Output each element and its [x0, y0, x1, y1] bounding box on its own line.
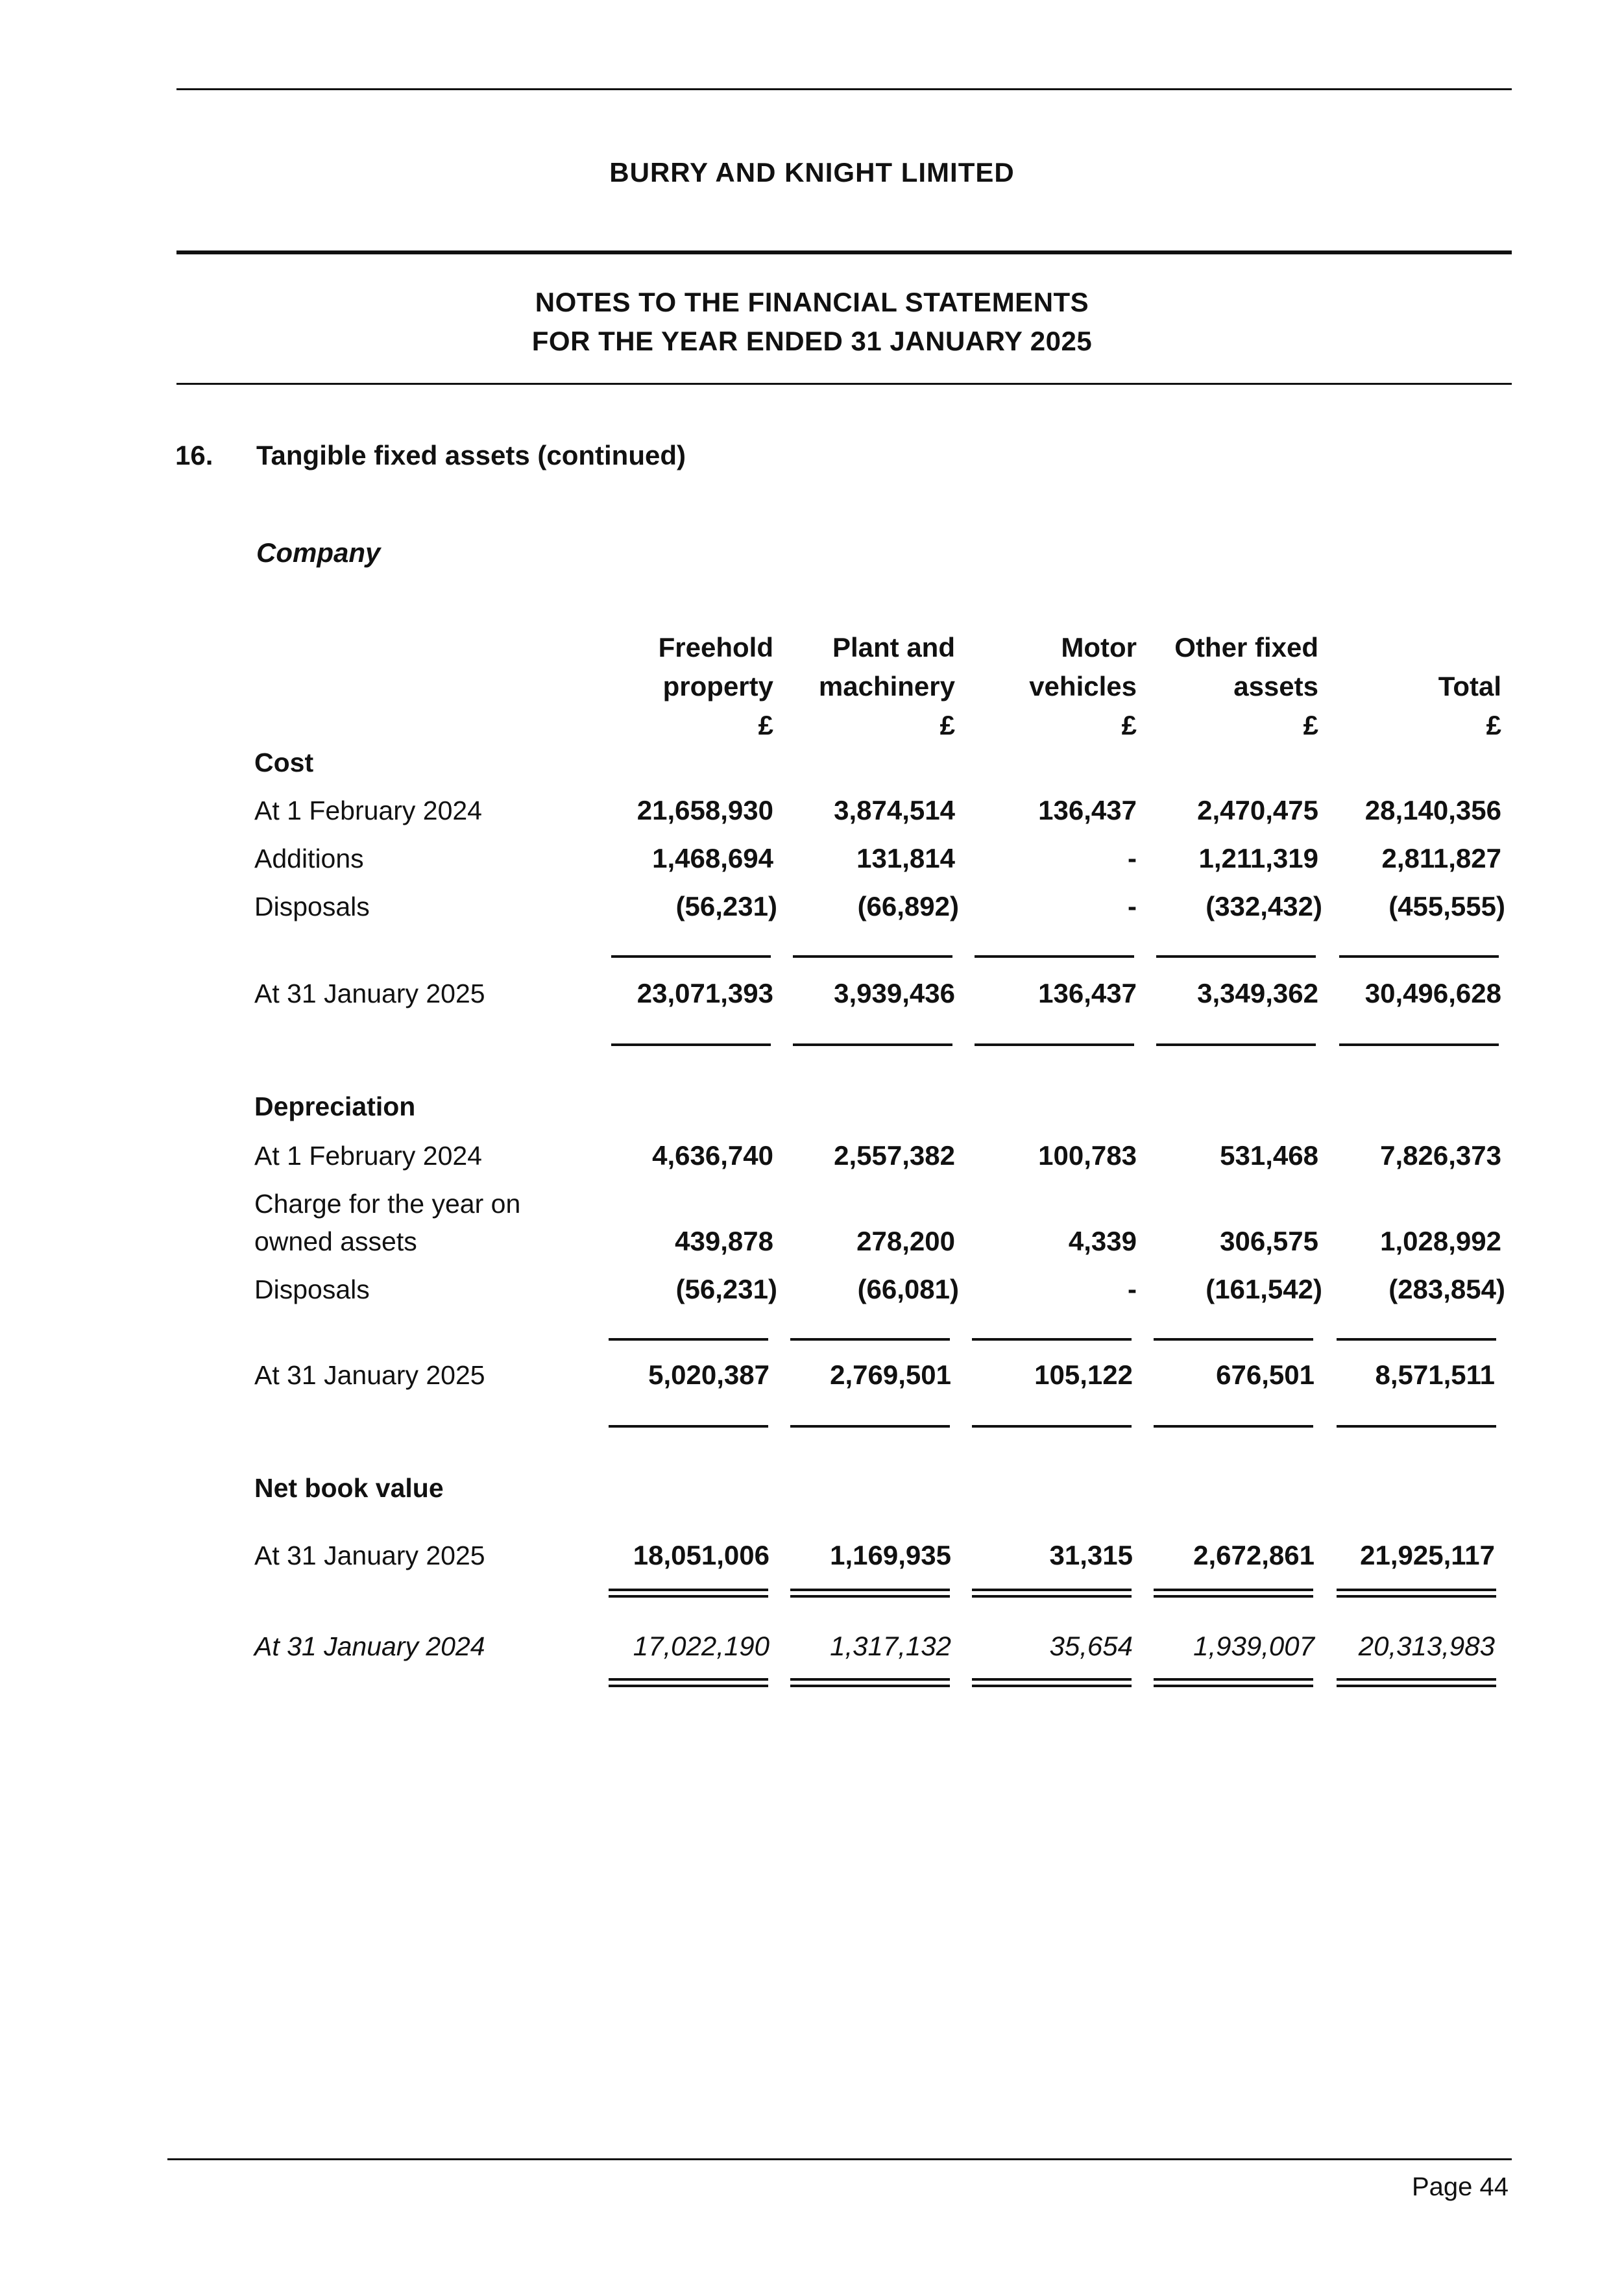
cell: 2,672,861 [1193, 1540, 1315, 1570]
row-label: At 31 January 2025 [254, 1541, 485, 1570]
double-rule [972, 1678, 1132, 1687]
total-rule [1337, 1425, 1496, 1428]
subtotal-rule [1337, 1338, 1496, 1341]
cell: (283,854) [1388, 1274, 1505, 1304]
cell: - [1128, 891, 1137, 921]
cell: 2,769,501 [830, 1359, 951, 1390]
col-header-freehold [605, 628, 773, 745]
subtotal-rule [1339, 955, 1499, 958]
row-label: Disposals [254, 1274, 370, 1304]
total-rule [1339, 1043, 1499, 1046]
cell: 439,878 [675, 1226, 773, 1256]
depreciation-heading: Depreciation [254, 1091, 416, 1121]
col-header-unit: £ [1121, 710, 1137, 740]
cell: 278,200 [856, 1226, 955, 1256]
total-rule [790, 1425, 950, 1428]
col-header-line2: vehicles [1029, 671, 1137, 701]
subtotal-rule [1154, 1338, 1313, 1341]
row-label: At 31 January 2025 [254, 1360, 485, 1390]
cell: 28,140,356 [1364, 795, 1501, 825]
col-header-line2: assets [1233, 671, 1318, 701]
cell: 21,925,117 [1360, 1540, 1495, 1570]
cell: 21,658,930 [636, 795, 773, 825]
col-header-motor [968, 628, 1137, 745]
cell: 1,211,319 [1198, 843, 1318, 873]
col-header-unit: £ [1303, 710, 1318, 740]
section-subtitle: Company [256, 537, 381, 568]
col-header-line1: Plant and [832, 632, 955, 663]
cell: 4,636,740 [652, 1140, 773, 1171]
subtotal-rule [790, 1338, 950, 1341]
double-rule [790, 1589, 950, 1598]
cell: 131,814 [856, 843, 955, 873]
col-header-line1: Motor [1061, 632, 1137, 663]
notes-title-line2: FOR THE YEAR ENDED 31 JANUARY 2025 [531, 326, 1093, 356]
cell: 136,437 [1038, 795, 1137, 825]
cell: (56,231) [675, 891, 777, 921]
cell: 1,169,935 [830, 1540, 951, 1570]
cell: 2,811,827 [1381, 843, 1501, 873]
total-rule [972, 1425, 1132, 1428]
cell: 136,437 [1038, 978, 1137, 1008]
cell: (66,892) [857, 891, 959, 921]
total-rule [975, 1043, 1134, 1046]
row-label: At 1 February 2024 [254, 796, 482, 825]
col-header-line1: Freehold [658, 632, 773, 663]
cell: 31,315 [1049, 1540, 1133, 1570]
subtotal-rule [609, 1338, 768, 1341]
subtotal-rule [972, 1338, 1132, 1341]
cell: 23,071,393 [636, 978, 773, 1008]
cell: (56,231) [675, 1274, 777, 1304]
col-header-line2: Total [1438, 671, 1501, 701]
subtotal-rule [1156, 955, 1316, 958]
cell: 2,470,475 [1197, 795, 1318, 825]
top-rule [176, 88, 1512, 90]
nbv-heading: Net book value [254, 1473, 444, 1503]
double-rule [1154, 1678, 1313, 1687]
row-label: Disposals [254, 892, 370, 921]
col-header-line2: machinery [818, 671, 955, 701]
cell: 306,575 [1220, 1226, 1318, 1256]
cell: 7,826,373 [1380, 1140, 1501, 1171]
footer-rule [167, 2158, 1512, 2160]
cell: 1,468,694 [652, 843, 773, 873]
cell: 105,122 [1034, 1359, 1133, 1390]
double-rule [1337, 1589, 1496, 1598]
company-name: BURRY AND KNIGHT LIMITED [609, 157, 1015, 188]
cell: 17,022,190 [633, 1631, 770, 1661]
cell: 4,339 [1068, 1226, 1137, 1256]
cell: (161,542) [1206, 1274, 1322, 1304]
cell: 1,939,007 [1193, 1631, 1315, 1661]
cell: 8,571,511 [1375, 1359, 1495, 1390]
notes-title-line1: NOTES TO THE FINANCIAL STATEMENTS [535, 287, 1089, 317]
cell: 676,501 [1216, 1359, 1315, 1390]
double-rule [609, 1589, 768, 1598]
col-header-unit: £ [758, 710, 773, 740]
cell: 3,874,514 [834, 795, 955, 825]
col-header-line1 [1333, 628, 1501, 667]
subtotal-rule [975, 955, 1134, 958]
row-label-line1: Charge for the year on [254, 1189, 521, 1219]
cell: 30,496,628 [1364, 978, 1501, 1008]
double-rule [790, 1678, 950, 1687]
total-rule [609, 1425, 768, 1428]
cell: 18,051,006 [633, 1540, 770, 1570]
note-title: Tangible fixed assets (continued) [256, 440, 686, 470]
double-rule [609, 1678, 768, 1687]
double-rule [972, 1589, 1132, 1598]
cell: 3,349,362 [1197, 978, 1318, 1008]
cost-heading: Cost [254, 748, 314, 777]
cell: 2,557,382 [834, 1140, 955, 1171]
row-label: At 31 January 2025 [254, 979, 485, 1008]
cell: 531,468 [1220, 1140, 1318, 1171]
col-header-line2: property [662, 671, 773, 701]
total-rule [1154, 1425, 1313, 1428]
row-label: Additions [254, 844, 364, 873]
cell: (332,432) [1206, 891, 1322, 921]
col-header-plant [786, 628, 955, 745]
cell: (455,555) [1388, 891, 1505, 921]
row-label-line2: owned assets [254, 1226, 417, 1256]
row-label: At 31 January 2024 [254, 1631, 485, 1661]
cell: - [1128, 1274, 1137, 1304]
col-header-line1: Other fixed [1174, 632, 1318, 663]
subtotal-rule [793, 955, 952, 958]
header-bottom-rule [176, 383, 1512, 385]
col-header-total [1333, 628, 1501, 745]
col-header-other [1150, 628, 1318, 745]
cell: (66,081) [857, 1274, 959, 1304]
note-number: 16. [175, 440, 213, 470]
cell: - [1128, 843, 1137, 873]
col-header-unit: £ [1486, 710, 1501, 740]
cell: 1,028,992 [1380, 1226, 1501, 1256]
double-rule [1337, 1678, 1496, 1687]
cell: 20,313,983 [1358, 1631, 1495, 1661]
double-rule [1154, 1589, 1313, 1598]
subtotal-rule [611, 955, 771, 958]
cell: 3,939,436 [834, 978, 955, 1008]
page-number: Page 44 [1411, 2173, 1509, 2201]
cell: 100,783 [1038, 1140, 1137, 1171]
row-label: At 1 February 2024 [254, 1141, 482, 1171]
cell: 5,020,387 [648, 1359, 770, 1390]
cell: 1,317,132 [830, 1631, 951, 1661]
cell: 35,654 [1049, 1631, 1133, 1661]
total-rule [611, 1043, 771, 1046]
total-rule [793, 1043, 952, 1046]
col-header-unit: £ [939, 710, 955, 740]
header-thick-rule [176, 250, 1512, 254]
total-rule [1156, 1043, 1316, 1046]
